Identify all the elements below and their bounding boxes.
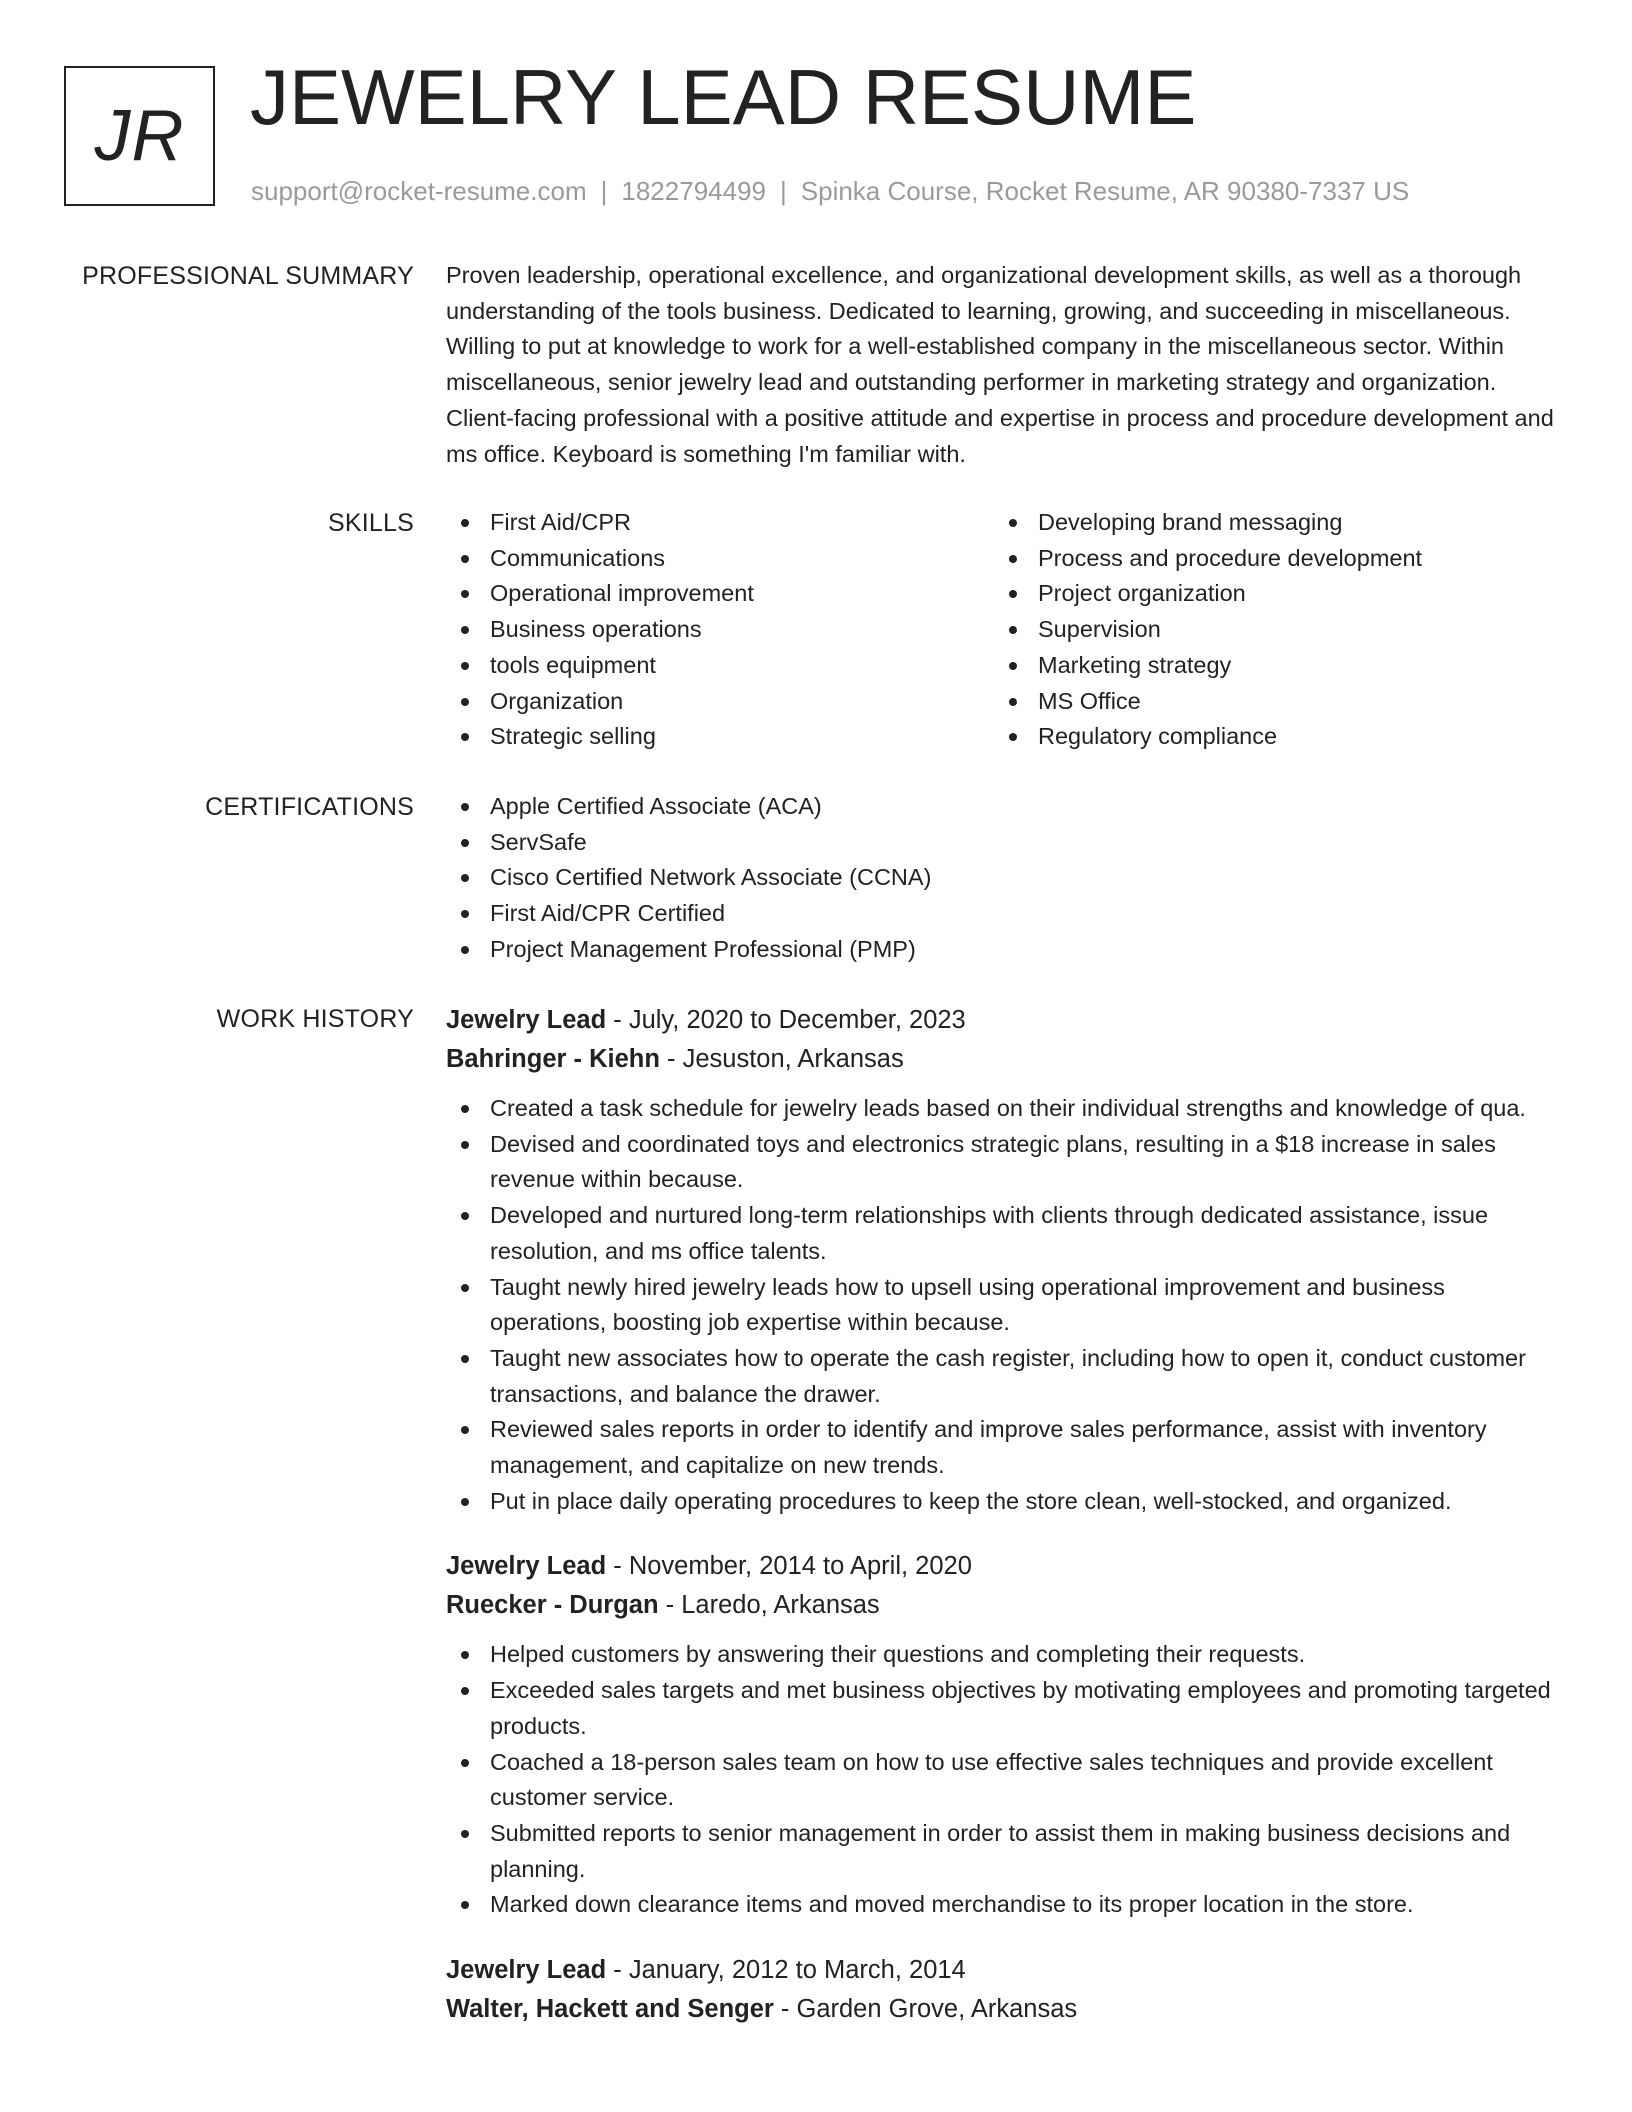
job-location: - Jesuston, Arkansas bbox=[659, 1045, 904, 1073]
contact-phone[interactable]: 1822794499 bbox=[621, 176, 766, 206]
page-title: JEWELRY LEAD RESUME bbox=[250, 53, 1197, 141]
job-title-line bbox=[446, 1951, 1562, 1990]
certification-item: Cisco Certified Network Associate (CCNA) bbox=[490, 860, 1562, 896]
skills-body bbox=[446, 505, 1562, 755]
certification-item: First Aid/CPR Certified bbox=[490, 896, 1562, 932]
skill-item: Regulatory compliance bbox=[1038, 719, 1554, 755]
job-company-line bbox=[446, 1990, 1562, 2029]
job-title: Jewelry Lead bbox=[446, 1006, 607, 1034]
certification-item: ServSafe bbox=[490, 825, 1562, 861]
job-entry bbox=[446, 1547, 1562, 1923]
contact-line bbox=[251, 176, 1409, 207]
skill-item: First Aid/CPR bbox=[490, 505, 994, 541]
skill-item: tools equipment bbox=[490, 648, 994, 684]
skills-list-right bbox=[994, 505, 1554, 755]
skills-column-left bbox=[446, 505, 994, 755]
job-bullet: Submitted reports to senior management in order to assist them in making business decisions and planning. bbox=[490, 1816, 1562, 1887]
job-location: - Laredo, Arkansas bbox=[658, 1591, 880, 1620]
contact-email[interactable]: support@rocket-resume.com bbox=[251, 176, 587, 206]
job-location: - Garden Grove, Arkansas bbox=[773, 1995, 1078, 2024]
certifications-body bbox=[446, 789, 1562, 968]
job-bullets bbox=[446, 1637, 1562, 1923]
skills-column-right bbox=[994, 505, 1554, 755]
skills-grid bbox=[446, 505, 1562, 755]
certification-item: Apple Certified Associate (ACA) bbox=[490, 789, 1562, 825]
summary-body bbox=[446, 258, 1562, 472]
job-company: Walter, Hackett and Senger bbox=[446, 1995, 774, 2024]
job-bullet: Developed and nurtured long-term relationships with clients through dedicated assistance, issue resolution, and ms office talents. bbox=[490, 1198, 1562, 1269]
summary-text: Proven leadership, operational excellence, and organizational development skills, as well as a thorough understanding of the tools business. Dedicated to learning, growing, and succeeding in miscellaneous. Willing to put at knowledge to work for a well-established company in the miscellaneous sector. Within miscellaneous, senior jewelry lead and outstanding performer in marketing strategy and organization. Client-facing professional with a positive attitude and expertise in process and procedure development and ms office. Keyboard is something I'm familiar with. bbox=[446, 262, 1554, 467]
job-title: Jewelry Lead bbox=[446, 1956, 607, 1985]
skill-item: Process and procedure development bbox=[1038, 541, 1554, 577]
certifications-list bbox=[446, 789, 1562, 968]
monogram-initials: JR bbox=[94, 96, 185, 176]
skill-item: Business operations bbox=[490, 612, 994, 648]
job-bullet: Exceeded sales targets and met business objectives by motivating employees and promoting targeted products. bbox=[490, 1673, 1562, 1744]
job-bullet: Marked down clearance items and moved merchandise to its proper location in the store. bbox=[490, 1887, 1562, 1923]
section-label-certifications: CERTIFICATIONS bbox=[205, 793, 414, 821]
job-entry bbox=[446, 1001, 1562, 1519]
job-bullet: Put in place daily operating procedures to keep the store clean, well-stocked, and organized. bbox=[490, 1484, 1562, 1520]
work-history-body bbox=[446, 1001, 1562, 2029]
skill-item: Operational improvement bbox=[490, 576, 994, 612]
job-bullet: Devised and coordinated toys and electronics strategic plans, resulting in a $18 increase in sales revenue within because. bbox=[490, 1127, 1562, 1198]
contact-address: Spinka Course, Rocket Resume, AR 90380-7337 US bbox=[800, 176, 1410, 206]
skill-item: Supervision bbox=[1038, 612, 1554, 648]
job-dates: - January, 2012 to March, 2014 bbox=[606, 1956, 966, 1985]
certification-item: Project Management Professional (PMP) bbox=[490, 932, 1562, 968]
job-title: Jewelry Lead bbox=[446, 1552, 607, 1581]
contact-separator: | bbox=[780, 176, 787, 206]
job-company: Bahringer - Kiehn bbox=[446, 1045, 660, 1073]
section-label-work-history: WORK HISTORY bbox=[216, 1005, 414, 1033]
job-bullet: Taught new associates how to operate the cash register, including how to open it, conduct customer transactions, and balance the drawer. bbox=[490, 1341, 1562, 1412]
job-dates: - July, 2020 to December, 2023 bbox=[606, 1006, 966, 1034]
job-dates: - November, 2014 to April, 2020 bbox=[606, 1552, 972, 1581]
job-title-line bbox=[446, 1001, 1562, 1040]
skill-item: Strategic selling bbox=[490, 719, 994, 755]
section-label-summary: PROFESSIONAL SUMMARY bbox=[82, 262, 414, 290]
skill-item: Organization bbox=[490, 684, 994, 720]
skill-item: MS Office bbox=[1038, 684, 1554, 720]
skill-item: Marketing strategy bbox=[1038, 648, 1554, 684]
skill-item: Communications bbox=[490, 541, 994, 577]
job-bullet: Reviewed sales reports in order to identify and improve sales performance, assist with inventory management, and capitalize on new trends. bbox=[490, 1412, 1562, 1483]
contact-separator: | bbox=[600, 176, 608, 206]
job-bullet: Helped customers by answering their questions and completing their requests. bbox=[490, 1637, 1562, 1673]
job-entry bbox=[446, 1951, 1562, 2029]
job-bullet: Created a task schedule for jewelry leads based on their individual strengths and knowledge of qua. bbox=[490, 1091, 1562, 1127]
skill-item: Developing brand messaging bbox=[1038, 505, 1554, 541]
job-bullet: Coached a 18-person sales team on how to use effective sales techniques and provide excellent customer service. bbox=[490, 1745, 1562, 1816]
job-company-line bbox=[446, 1586, 1562, 1625]
monogram-badge bbox=[64, 66, 215, 206]
skill-item: Project organization bbox=[1038, 576, 1554, 612]
section-label-skills: SKILLS bbox=[328, 509, 414, 537]
job-title-line bbox=[446, 1547, 1562, 1586]
job-company-line bbox=[446, 1040, 1562, 1079]
job-bullets bbox=[446, 1091, 1562, 1519]
job-bullet: Taught newly hired jewelry leads how to upsell using operational improvement and business operations, boosting job expertise within because. bbox=[490, 1270, 1562, 1341]
job-company: Ruecker - Durgan bbox=[446, 1591, 659, 1620]
skills-list-left bbox=[446, 505, 994, 755]
